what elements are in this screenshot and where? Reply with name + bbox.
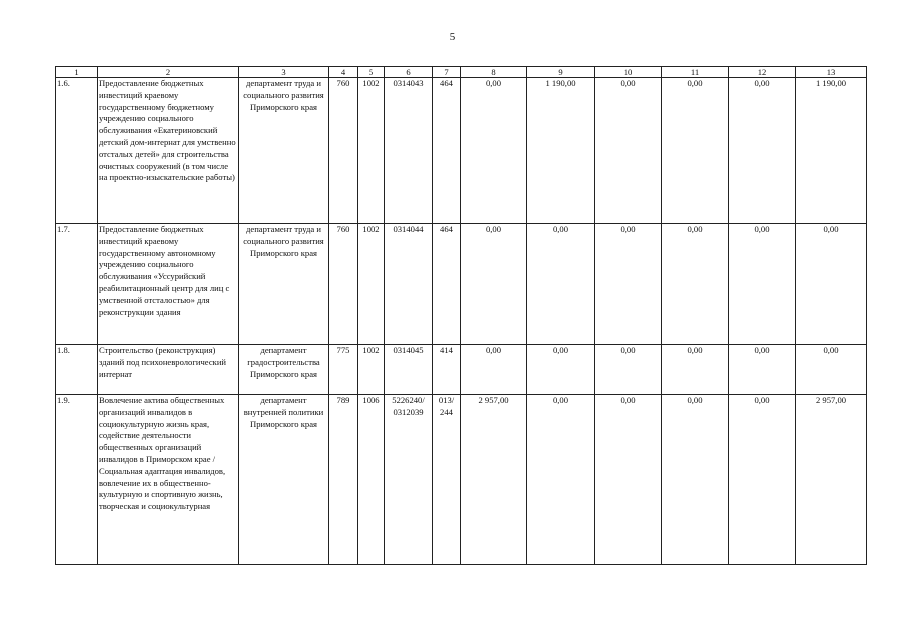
amount-cell: 0,00 <box>662 395 729 565</box>
amount-cell: 0,00 <box>527 395 595 565</box>
header-cell: 11 <box>662 67 729 78</box>
amount-cell: 0,00 <box>662 345 729 395</box>
activity-name-cell: Предоставление бюджетных инвестиций краевому государственному бюджетному учреждению социального обслуживания «Екатериновский детский дом-интернат для умственно отсталых детей» для строительства очистных сооружений (в том числе на проектно-изыскательские работы) <box>98 78 239 224</box>
expense-type-cell: 464 <box>433 224 461 345</box>
amount-cell: 0,00 <box>595 224 662 345</box>
row-number-cell: 1.6. <box>56 78 98 224</box>
amount-cell: 0,00 <box>662 224 729 345</box>
header-cell: 6 <box>385 67 433 78</box>
grbs-code-cell: 789 <box>329 395 358 565</box>
department-cell: департамент труда и социального развития Приморского края <box>239 224 329 345</box>
table-row <box>56 224 867 345</box>
header-cell: 8 <box>461 67 527 78</box>
total-amount-cell: 0,00 <box>796 345 867 395</box>
table-row <box>56 395 867 565</box>
header-cell: 7 <box>433 67 461 78</box>
activity-name-cell: Вовлечение актива общественных организаций инвалидов в социокультурную жизнь края, содействие деятельности общественных организаций инвалидов в Приморском крае / Социальная адаптация инвалидов, вовлечение их в общественно-культурную и спортивную жизнь, творческая и социокультурная <box>98 395 239 565</box>
section-code-cell: 1002 <box>358 78 385 224</box>
activity-name-cell: Строительство (реконструкция) зданий под психоневрологический интернат <box>98 345 239 395</box>
grbs-code-cell: 760 <box>329 224 358 345</box>
amount-cell: 0,00 <box>527 345 595 395</box>
header-cell: 4 <box>329 67 358 78</box>
department-cell: департамент градостроительства Приморского края <box>239 345 329 395</box>
header-cell: 12 <box>729 67 796 78</box>
target-article-cell: 0314044 <box>385 224 433 345</box>
amount-cell: 0,00 <box>662 78 729 224</box>
department-cell: департамент внутренней политики Приморского края <box>239 395 329 565</box>
section-code-cell: 1006 <box>358 395 385 565</box>
amount-cell: 0,00 <box>595 78 662 224</box>
amount-cell: 0,00 <box>595 395 662 565</box>
row-number-cell: 1.9. <box>56 395 98 565</box>
table-header <box>56 67 867 78</box>
amount-cell: 0,00 <box>729 224 796 345</box>
amount-cell: 0,00 <box>461 345 527 395</box>
total-amount-cell: 1 190,00 <box>796 78 867 224</box>
budget-table <box>55 66 867 565</box>
section-code-cell: 1002 <box>358 345 385 395</box>
activity-name-cell: Предоставление бюджетных инвестиций краевому государственному автономному учреждению социального обслуживания «Уссурийский реабилитационный центр для лиц с умственной отсталостью» для реконструкции здания <box>98 224 239 345</box>
target-article-cell: 0314045 <box>385 345 433 395</box>
amount-cell: 0,00 <box>729 78 796 224</box>
amount-cell: 1 190,00 <box>527 78 595 224</box>
amount-cell: 0,00 <box>595 345 662 395</box>
table-body <box>56 78 867 565</box>
page-number: 5 <box>449 31 456 43</box>
section-code-cell: 1002 <box>358 224 385 345</box>
row-number-cell: 1.7. <box>56 224 98 345</box>
expense-type-cell: 013/ 244 <box>433 395 461 565</box>
header-cell: 2 <box>98 67 239 78</box>
expense-type-cell: 464 <box>433 78 461 224</box>
table-row <box>56 78 867 224</box>
header-cell: 1 <box>56 67 98 78</box>
header-row <box>56 67 867 78</box>
expense-type-cell: 414 <box>433 345 461 395</box>
amount-cell: 0,00 <box>461 78 527 224</box>
total-amount-cell: 0,00 <box>796 224 867 345</box>
row-number-cell: 1.8. <box>56 345 98 395</box>
target-article-cell: 5226240/ 0312039 <box>385 395 433 565</box>
table-row <box>56 345 867 395</box>
header-cell: 10 <box>595 67 662 78</box>
header-cell: 5 <box>358 67 385 78</box>
grbs-code-cell: 775 <box>329 345 358 395</box>
header-cell: 3 <box>239 67 329 78</box>
grbs-code-cell: 760 <box>329 78 358 224</box>
amount-cell: 0,00 <box>729 395 796 565</box>
amount-cell: 0,00 <box>729 345 796 395</box>
department-cell: департамент труда и социального развития Приморского края <box>239 78 329 224</box>
target-article-cell: 0314043 <box>385 78 433 224</box>
header-cell: 9 <box>527 67 595 78</box>
amount-cell: 0,00 <box>527 224 595 345</box>
total-amount-cell: 2 957,00 <box>796 395 867 565</box>
amount-cell: 0,00 <box>461 224 527 345</box>
amount-cell: 2 957,00 <box>461 395 527 565</box>
header-cell: 13 <box>796 67 867 78</box>
